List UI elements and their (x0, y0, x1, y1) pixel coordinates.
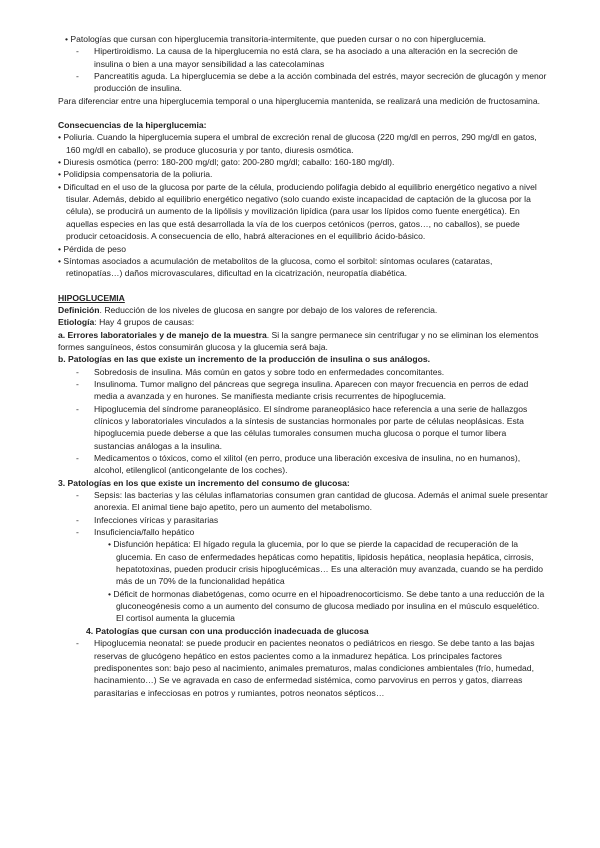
consequence-item: • Poliuria. Cuando la hiperglucemia supera el umbral de excreción renal de glucosa (220 mg/dl en perros, 290 mg/dl en gatos, 160 mg/dl en caballo), se produce glucosuria y por tanto, diuresis osmótica. (58, 132, 537, 155)
group-d-title: 4. Patologías que cursan con una producción inadecuada de glucosa (86, 625, 369, 636)
spacer (58, 280, 548, 292)
group-c-item (58, 514, 548, 526)
group-b-text: Medicamentos o tóxicos, como el xilitol (en perro, produce una liberación excesiva de insulina, no en humanos), alcohol, etilenglicol (anticongelante de los coches). (94, 453, 521, 476)
etiology-text: : Hay 4 grupos de causas: (94, 317, 195, 328)
group-b-item (58, 366, 548, 378)
intro-subitem (58, 45, 548, 70)
dash-marker: - (76, 453, 79, 463)
intro-item: • Patologías que cursan con hiperglucemia transitoria-intermitente, que pueden cursar o no con hiperglucemia. (65, 34, 487, 44)
dash-marker: - (76, 514, 79, 525)
etiology-label: Etiología (58, 317, 95, 328)
document-page (58, 33, 548, 699)
group-c-text: Sepsis: las bacterias y las células inflamatorias consumen gran cantidad de glucosa. Además el animal suele presentar anorexia. El animal tiene bajo apetito, pero un aumento del metabolismo. (94, 490, 548, 513)
group-c-text: Insuficiencia/fallo hepático (94, 527, 195, 538)
group-a-title: a. Errores laboratoriales y de manejo de la muestra (58, 329, 267, 340)
intro-paragraph: Para diferenciar entre una hiperglucemia temporal o una hiperglucemia mantenida, se realizará una medición de fructosamina. (58, 95, 540, 106)
group-a-text: . Si la sangre permanece sin centrifugar y no se eliminan los elementos formes sanguíneos, éstos consumirán glucosa y la glucemia será baja. (58, 329, 539, 352)
consequence-item: • Síntomas asociados a acumulación de metabolitos de la glucosa, como el sorbitol: síntomas oculares (cataratas, retinopatías…) daños microvasculares, dificultad en la cicatrización, neuropatía diabética. (58, 255, 493, 279)
dash-marker: - (76, 490, 79, 501)
hipoglucemia-heading: HIPOGLUCEMIA (58, 292, 125, 303)
consequence-item: • Diuresis osmótica (perro: 180-200 mg/dl; gato: 200-280 mg/dl; caballo: 160-180 mg/dl). (58, 157, 395, 168)
group-b-item (58, 403, 548, 452)
consequence-item: • Pérdida de peso (58, 243, 126, 254)
dash-marker: - (76, 378, 79, 389)
group-b-text: Sobredosis de insulina. Más común en gatos y sobre todo en enfermedades concomitantes. (94, 366, 445, 377)
dash-marker: - (76, 527, 79, 538)
group-c-item (58, 489, 548, 514)
definition-label: Definición (58, 304, 100, 315)
dash-marker: - (76, 71, 79, 82)
group-c-item (58, 526, 548, 538)
group-c-subitem: • Disfunción hepática: El hígado regula la glucemia, por lo que se pierde la capacidad de recuperación de la glucemia. En caso de enfermedades hepáticas como hepatitis, lipidosis hepática, neoplasia hepática, cirrosis, hepatotoxinas, pueden producir crisis hipoglucémicas… Es una alteración muy avanzada, cuando se ha perdido más de un 70% de la funcionalidad hepática (108, 539, 544, 587)
group-c-subitem: • Déficit de hormonas diabetógenas, como ocurre en el hipoadrenocorticismo. Se debe tanto a una reducción de la gluconeogénesis como a un aumento del consumo de glucosa mediado por insulina en el músculo esquelético. El cortisol aumenta la glucemia (108, 588, 545, 624)
group-b-item (58, 452, 548, 477)
consequence-item: • Dificultad en el uso de la glucosa por parte de la célula, produciendo polifagia debido al equilibrio energético negativo a nivel tisular. Además, debido al equilibrio energético negativo (solo cuando existe incapacidad de captación de la glucosa por la célula), se producirá un aumento de la lipólisis y movilización lipídica (para usar los lípidos como fuente energética). En aquellas especies en las que está desarrollada la vía de los cuerpos cetónicos (perros, gatos…, no caballos), se puede producir cetoacidosis. A consecuencia de ello, habrá alteraciones en el equilibrio ácido-básico. (58, 181, 537, 242)
group-c-text: Infecciones víricas y parasitarias (94, 514, 219, 525)
group-d-text: Hipoglucemia neonatal: se puede producir en pacientes neonatos o pediátricos en riesgo. Se debe tanto a las bajas reservas de glucógeno hepático en estos pacientes como a la inmadurez hepática. Los principales factores predisponentes son: bajo peso al nacimiento, animales prematuros, malas condiciones ambientales (frío, humedad, hacinamiento…) Se ve agravada en caso de enfermedad sistémica, como parvovirus en perros y gatos, diarreas parasitarias e infecciosas en potros y rumiantes, potros neonatos sépticos… (94, 638, 535, 698)
consequences-title: Consecuencias de la hiperglucemia: (58, 120, 207, 131)
group-a (58, 329, 548, 354)
intro-sub-text: Pancreatitis aguda. La hiperglucemia se debe a la acción combinada del estrés, mayor secreción de glucagón y menor producción de insulina. (94, 71, 547, 94)
intro-sub-text: Hipertiroidismo. La causa de la hiperglucemia no está clara, se ha asociado a una alteración en la secreción de insulina o bien a una mayor sensibilidad a las catecolaminas (94, 46, 518, 69)
group-b-text: Insulinoma. Tumor maligno del páncreas que segrega insulina. Aparecen con mayor frecuencia en perros de edad media a avanzada y en hurones. Se manifiesta mediante crisis recurrentes de hipoglucemia. (94, 378, 529, 402)
definition-line (58, 304, 548, 316)
group-d-item (58, 637, 548, 699)
definition-text: . Reducción de los niveles de glucosa en sangre por debajo de los valores de referencia. (99, 304, 438, 315)
consequence-item: • Polidipsia compensatoria de la poliuria. (58, 169, 213, 180)
dash-marker: - (76, 403, 79, 414)
group-b-text: Hipoglucemia del síndrome paraneoplásico. El síndrome paraneoplásico hace referencia a una serie de hallazgos clínicos y laboratoriales vinculados a la síntesis de sustancias hormonales por parte de células neoplásicas. Esta hipoglucemia puede deberse a que las células tumorales consumen mucha glucosa o porque el tumor libera sustancias análogas a la insulina. (94, 403, 528, 451)
group-b-item (58, 378, 548, 403)
group-b-title: b. Patologías en las que existe un incremento de la producción de insulina o sus análogos. (58, 354, 430, 365)
spacer (58, 107, 548, 119)
dash-marker: - (76, 366, 79, 377)
intro-subitem (58, 70, 548, 95)
dash-marker: - (76, 46, 79, 57)
group-c-title: 3. Patologías en los que existe un incremento del consumo de glucosa: (58, 477, 350, 488)
dash-marker: - (76, 638, 79, 649)
etiology-line (58, 316, 548, 328)
